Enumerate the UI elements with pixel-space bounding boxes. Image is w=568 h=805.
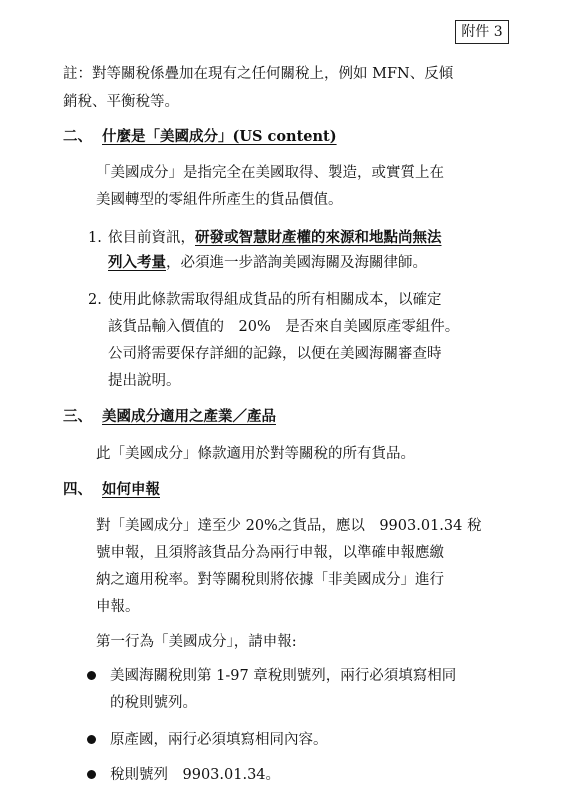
item-1-text-a: 依目前資訊， bbox=[108, 230, 195, 246]
item-2-line-2: 該貨品輸入價值的 20% 是否來自美國原產零組件。 bbox=[108, 319, 460, 335]
section-3-number: 三、 bbox=[63, 408, 92, 425]
section-4-number: 四、 bbox=[63, 481, 92, 498]
bullet-1-line-2: 的稅則號列。 bbox=[110, 695, 197, 711]
note-line-1: 註：對等關稅係疊加在現有之任何關稅上，例如 MFN、反傾 bbox=[63, 66, 454, 82]
bullet-1-line-1: 美國海關稅則第 1-97 章稅則號列，兩行必須填寫相同 bbox=[110, 668, 457, 684]
item-2-number: 2. bbox=[88, 292, 102, 308]
section-2-heading bbox=[63, 127, 337, 147]
section-2-definition-line-2: 美國轉型的零組件所產生的貨品價值。 bbox=[96, 192, 343, 208]
note-line-2: 銷稅、平衡稅等。 bbox=[63, 94, 179, 110]
bullet-3-line-1: 稅則號列 9903.01.34。 bbox=[110, 767, 281, 783]
item-1-text-b: ，必須進一步諮詢美國海關及海關律師。 bbox=[166, 255, 427, 271]
section-4-p1-line-4: 申報。 bbox=[96, 599, 140, 615]
section-4-heading bbox=[63, 480, 160, 500]
section-4-p1-line-3: 納之適用稅率。對等關稅則將依據「非美國成分」進行 bbox=[96, 572, 444, 588]
attachment-label: 附件 3 bbox=[455, 20, 509, 44]
item-1-line-1 bbox=[108, 228, 442, 248]
section-2-number: 二、 bbox=[63, 128, 92, 145]
section-4-p1-line-2: 號申報，且須將該貨品分為兩行申報，以準確申報應繳 bbox=[96, 545, 444, 561]
item-1-bold-a: 研發或智慧財產權的來源和地點尚無法 bbox=[195, 229, 442, 246]
section-4-p1-line-1: 對「美國成分」達至少 20%之貨品，應以 9903.01.34 稅 bbox=[96, 518, 482, 534]
section-2-title: 什麼是「美國成分」(US content) bbox=[102, 128, 337, 145]
bullet-dot bbox=[87, 770, 96, 779]
item-2-line-3: 公司將需要保存詳細的記錄，以便在美國海關審查時 bbox=[108, 346, 442, 362]
bullet-dot bbox=[87, 735, 96, 744]
item-2-line-4: 提出說明。 bbox=[108, 373, 181, 389]
item-2-line-1: 使用此條款需取得組成貨品的所有相關成本，以確定 bbox=[108, 292, 442, 308]
bullet-2-line-1: 原產國，兩行必須填寫相同內容。 bbox=[110, 732, 328, 748]
section-4-p2: 第一行為「美國成分」，請申報: bbox=[96, 634, 297, 650]
section-3-title: 美國成分適用之產業／產品 bbox=[102, 408, 276, 425]
item-1-line-2 bbox=[108, 253, 427, 273]
section-3-heading bbox=[63, 407, 276, 427]
item-1-number: 1. bbox=[88, 230, 102, 246]
section-4-title: 如何申報 bbox=[102, 481, 160, 498]
bullet-dot bbox=[87, 671, 96, 680]
section-3-body: 此「美國成分」條款適用於對等關稅的所有貨品。 bbox=[96, 446, 415, 462]
section-2-definition-line-1: 「美國成分」是指完全在美國取得、製造，或實質上在 bbox=[96, 165, 444, 181]
item-1-bold-b: 列入考量 bbox=[108, 254, 166, 271]
